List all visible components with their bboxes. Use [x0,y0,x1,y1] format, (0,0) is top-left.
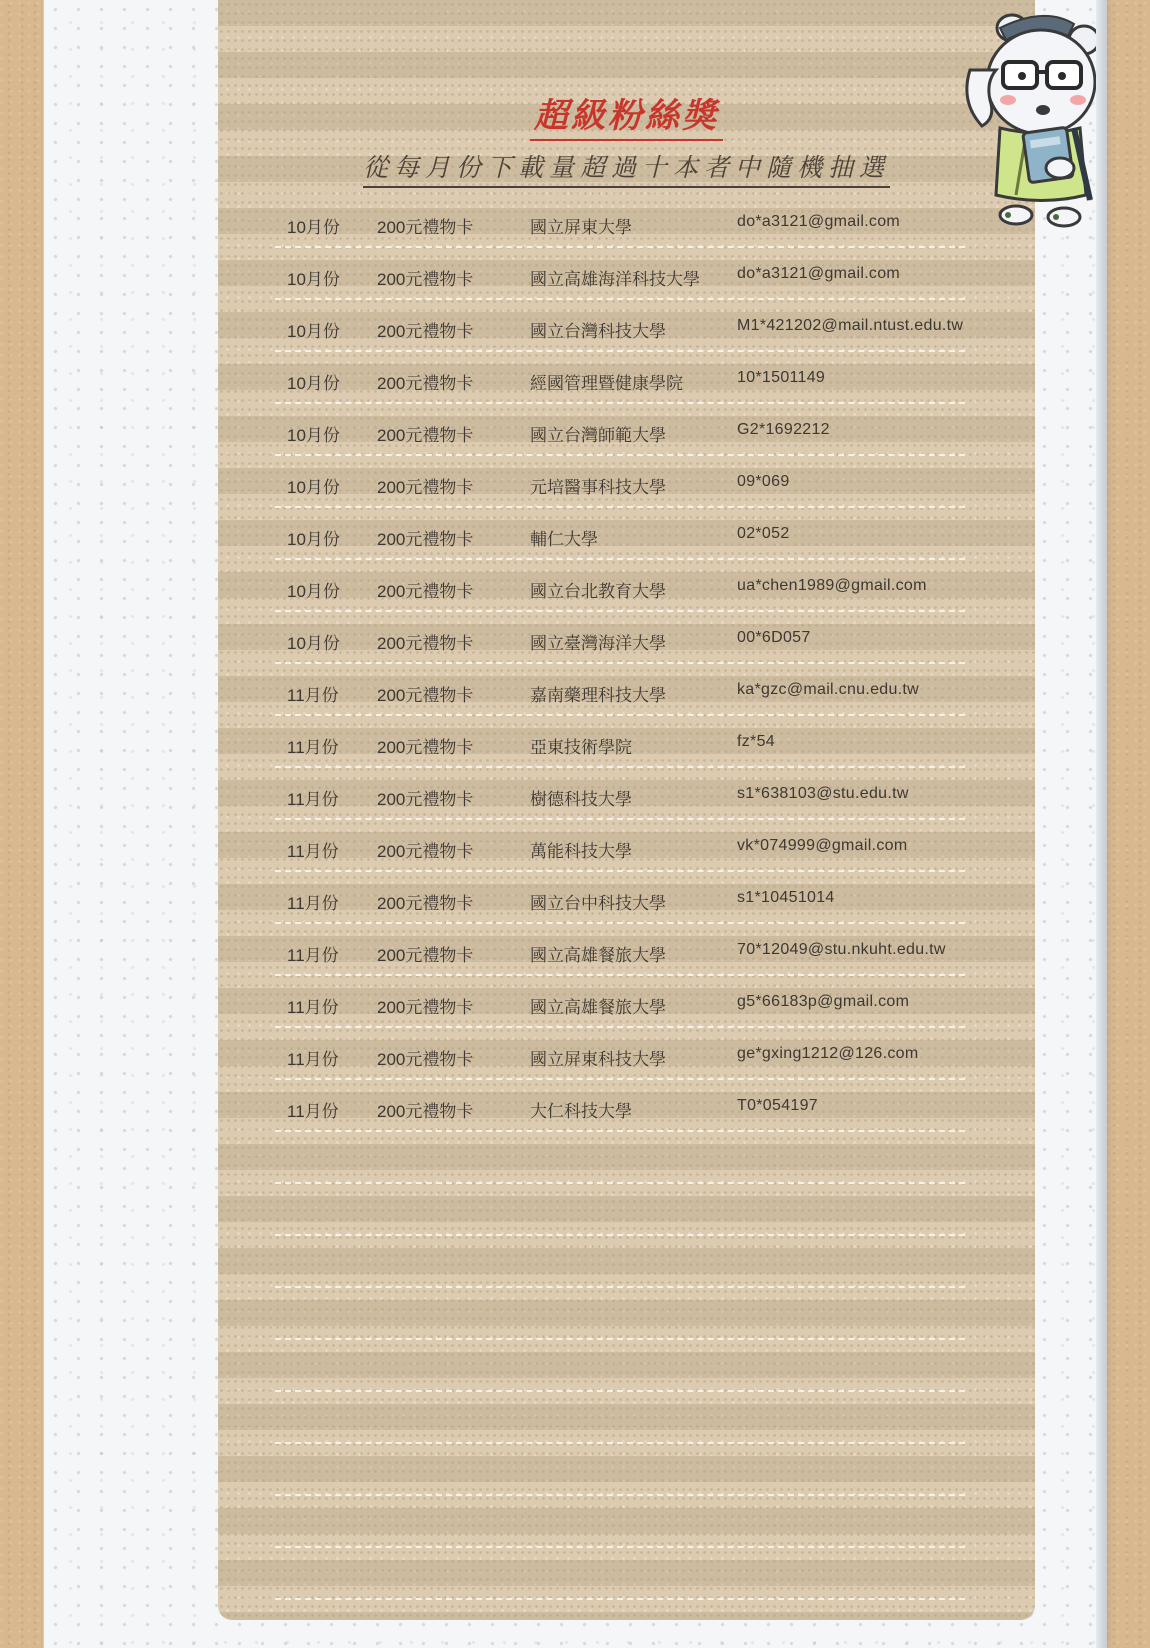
prize-cell: 200元禮物卡 [377,738,474,757]
school-cell: 亞東技術學院 [530,738,632,757]
school-cell: 國立台灣師範大學 [530,426,666,445]
month-cell: 11月份 [287,998,339,1017]
empty-row [275,1288,965,1340]
month-cell: 11月份 [287,894,339,913]
prize-cell: 200元禮物卡 [377,582,474,601]
school-cell: 國立高雄餐旅大學 [530,998,666,1017]
school-cell: 大仁科技大學 [530,1102,632,1121]
school-cell: 樹德科技大學 [530,790,632,809]
list-item [275,560,965,612]
month-cell: 11月份 [287,790,339,809]
empty-row [275,1236,965,1288]
prize-cell: 200元禮物卡 [377,790,474,809]
empty-row [275,1548,965,1600]
contact-cell: ua*chen1989@gmail.com [737,577,927,594]
school-cell: 元培醫事科技大學 [530,478,666,497]
prize-cell: 200元禮物卡 [377,634,474,653]
prize-cell: 200元禮物卡 [377,1050,474,1069]
contact-cell: vk*074999@gmail.com [737,837,908,854]
school-cell: 國立屏東大學 [530,218,632,237]
prize-cell: 200元禮物卡 [377,842,474,861]
empty-row [275,1132,965,1184]
month-cell: 10月份 [287,374,340,393]
list-item [275,196,965,248]
bear-reading-book-icon [956,10,1106,235]
list-item [275,456,965,508]
list-item [275,976,965,1028]
school-cell: 國立臺灣海洋大學 [530,634,666,653]
school-cell: 輔仁大學 [530,530,598,549]
month-cell: 11月份 [287,686,339,705]
contact-cell: G2*1692212 [737,421,830,438]
school-cell: 國立高雄餐旅大學 [530,946,666,965]
list-item [275,1080,965,1132]
contact-cell: g5*66183p@gmail.com [737,993,910,1010]
empty-row [275,1392,965,1444]
list-item [275,768,965,820]
month-cell: 10月份 [287,270,340,289]
contact-cell: 09*069 [737,473,790,490]
month-cell: 10月份 [287,478,340,497]
empty-row [275,1340,965,1392]
prize-cell: 200元禮物卡 [377,998,474,1017]
school-cell: 國立台中科技大學 [530,894,666,913]
month-cell: 11月份 [287,946,339,965]
list-item [275,404,965,456]
prize-cell: 200元禮物卡 [377,218,474,237]
list-item [275,612,965,664]
list-item [275,352,965,404]
page-title: 超級粉絲獎 [218,88,1035,141]
contact-cell: ka*gzc@mail.cnu.edu.tw [737,681,920,698]
month-cell: 11月份 [287,842,339,861]
month-cell: 10月份 [287,322,340,341]
list-item [275,508,965,560]
list-item [275,820,965,872]
list-item [275,664,965,716]
page-subtitle: 從每月份下載量超過十本者中隨機抽選 [218,148,1035,188]
contact-cell: s1*10451014 [737,889,835,906]
month-cell: 11月份 [287,1102,339,1121]
month-cell: 10月份 [287,426,340,445]
prize-cell: 200元禮物卡 [377,686,474,705]
contact-cell: 70*12049@stu.nkuht.edu.tw [737,941,946,958]
contact-cell: fz*54 [737,733,775,750]
month-cell: 10月份 [287,530,340,549]
list-item [275,872,965,924]
school-cell: 國立台灣科技大學 [530,322,666,341]
school-cell: 嘉南藥理科技大學 [530,686,666,705]
month-cell: 11月份 [287,738,339,757]
prize-cell: 200元禮物卡 [377,426,474,445]
school-cell: 經國管理暨健康學院 [530,374,683,393]
contact-cell: s1*638103@stu.edu.tw [737,785,909,802]
month-cell: 11月份 [287,1050,339,1069]
month-cell: 10月份 [287,582,340,601]
contact-cell: do*a3121@gmail.com [737,265,901,282]
prize-cell: 200元禮物卡 [377,270,474,289]
contact-cell: ge*gxing1212@126.com [737,1045,919,1062]
school-cell: 國立屏東科技大學 [530,1050,666,1069]
school-cell: 國立高雄海洋科技大學 [530,270,700,289]
list-item [275,300,965,352]
contact-cell: M1*421202@mail.ntust.edu.tw [737,317,964,334]
empty-row [275,1444,965,1496]
prize-cell: 200元禮物卡 [377,894,474,913]
contact-cell: T0*054197 [737,1097,818,1114]
prize-cell: 200元禮物卡 [377,478,474,497]
school-cell: 國立台北教育大學 [530,582,666,601]
contact-cell: 10*1501149 [737,369,826,386]
list-item [275,924,965,976]
contact-cell: 02*052 [737,525,790,542]
list-item [275,1028,965,1080]
month-cell: 10月份 [287,218,340,237]
prize-cell: 200元禮物卡 [377,946,474,965]
contact-cell: do*a3121@gmail.com [737,213,901,230]
school-cell: 萬能科技大學 [530,842,632,861]
prize-cell: 200元禮物卡 [377,1102,474,1121]
contact-cell: 00*6D057 [737,629,811,646]
empty-row [275,1184,965,1236]
prize-cell: 200元禮物卡 [377,374,474,393]
prize-cell: 200元禮物卡 [377,530,474,549]
page-background [44,0,1106,1648]
empty-row [275,1496,965,1548]
list-item [275,248,965,300]
prize-cell: 200元禮物卡 [377,322,474,341]
winners-list [275,196,965,1600]
list-item [275,716,965,768]
month-cell: 10月份 [287,634,340,653]
